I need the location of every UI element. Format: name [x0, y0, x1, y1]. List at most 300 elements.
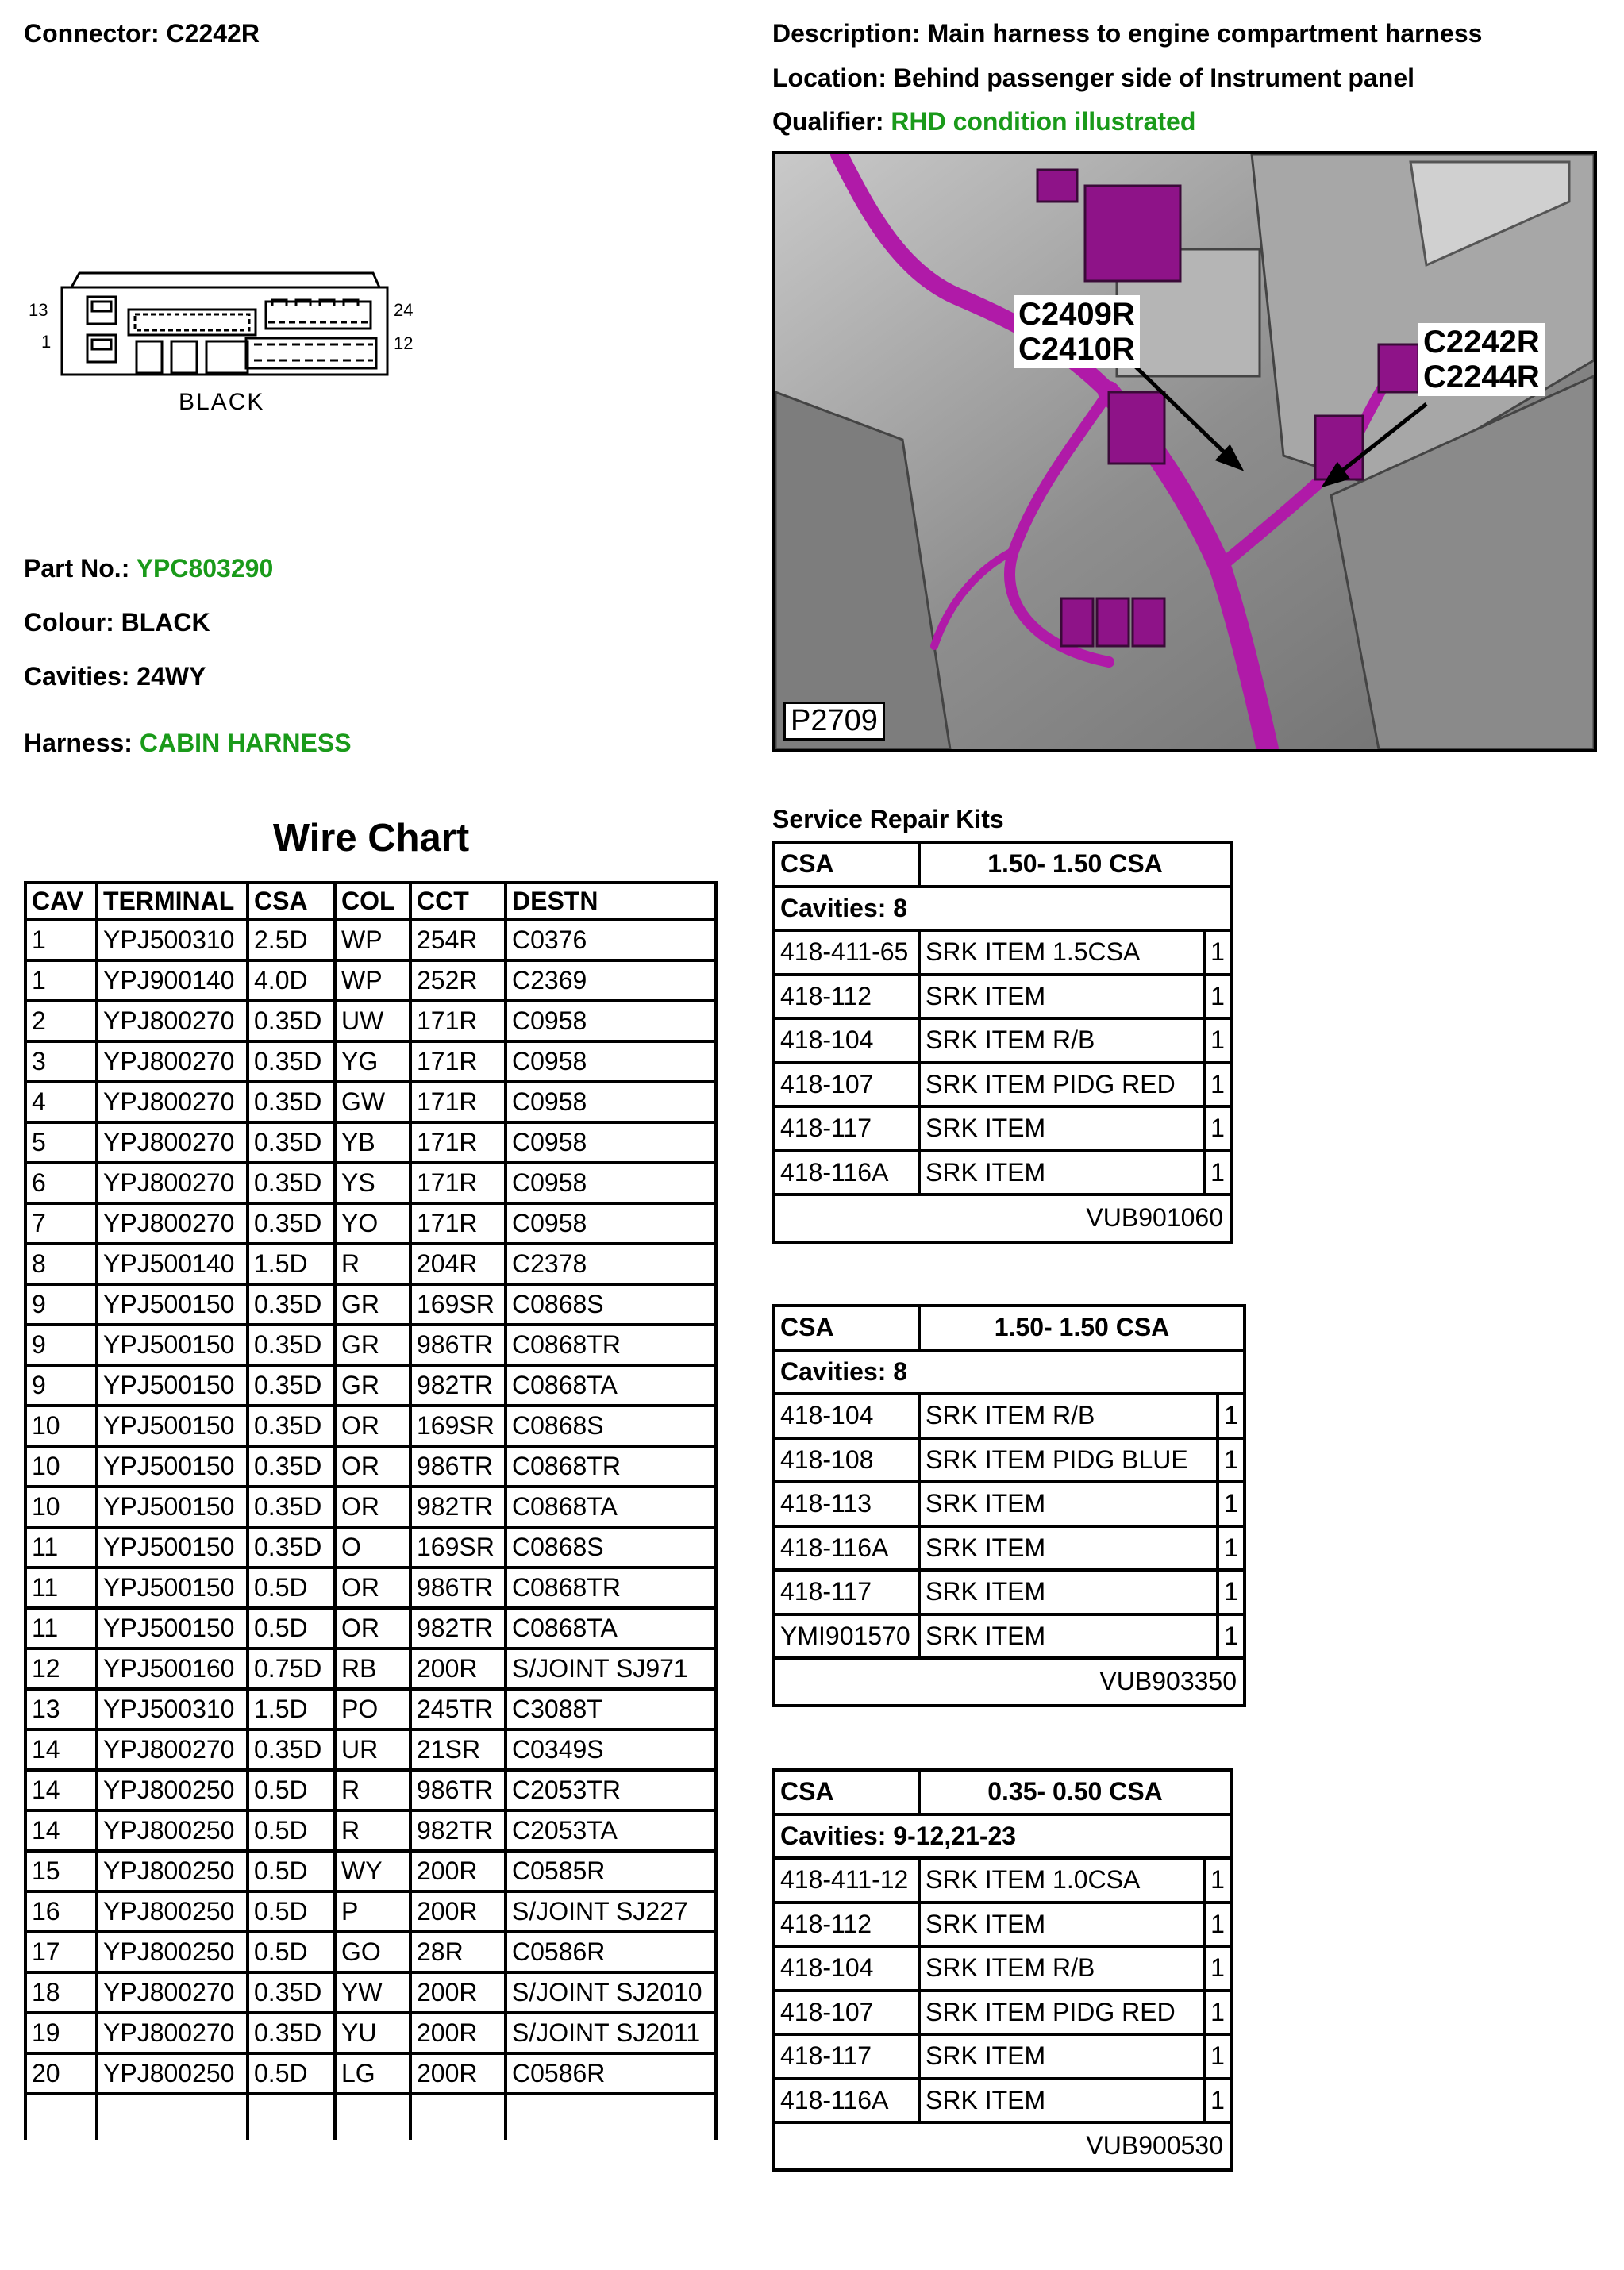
callout-c2410r: C2410R — [1018, 332, 1135, 367]
cell-cav: 7 — [24, 1205, 95, 1245]
cell-destn: C0586R — [504, 2055, 718, 2095]
colour-line — [24, 608, 210, 637]
kit-item-part: 418-104 — [775, 1948, 921, 1989]
pin-12-label: 12 — [394, 333, 414, 353]
cell-csa: 0.5D — [246, 1812, 333, 1853]
kit-item-qty: 1 — [1210, 1157, 1225, 1187]
kit-item-part: 418-112 — [775, 976, 921, 1018]
cell-cct: 200R — [409, 2055, 504, 2095]
kit-item-qty: 1 — [1224, 1489, 1238, 1518]
col-header-destn: DESTN — [504, 881, 718, 921]
cell-col: WY — [333, 1853, 409, 1893]
cell-csa: 0.35D — [246, 1367, 333, 1407]
connector-label: Connector: — [24, 19, 160, 48]
cell-csa: 0.75D — [246, 1650, 333, 1691]
cell-destn: C0586R — [504, 1933, 718, 1974]
cell-cav: 18 — [24, 1974, 95, 2014]
table-row — [24, 1893, 718, 1933]
cell-col: WP — [333, 962, 409, 1002]
kit-csa-row — [775, 1307, 1243, 1352]
kit-item-qty: 1 — [1224, 1577, 1238, 1606]
cell-destn: C0958 — [504, 1164, 718, 1205]
kit-item-qty: 1 — [1210, 937, 1225, 967]
table-row — [24, 2055, 718, 2095]
kit-item-desc: SRK ITEM PIDG BLUE — [921, 1440, 1219, 1481]
cell-terminal: YPJ800250 — [95, 1812, 246, 1853]
cell-col: O — [333, 1529, 409, 1569]
cell-col: GR — [333, 1286, 409, 1326]
service-repair-kits-title: Service Repair Kits — [772, 805, 1004, 833]
connector-line — [24, 19, 260, 48]
cell-csa: 0.35D — [246, 1286, 333, 1326]
cell-csa: 0.35D — [246, 1083, 333, 1124]
table-row — [24, 1610, 718, 1650]
cell-col: GR — [333, 1326, 409, 1367]
cell-destn: C0585R — [504, 1853, 718, 1893]
cell-destn: C0958 — [504, 1002, 718, 1043]
cell-cct: 204R — [409, 1245, 504, 1286]
cell-cav: 9 — [24, 1367, 95, 1407]
cell-cav: 6 — [24, 1164, 95, 1205]
cell-col: YW — [333, 1974, 409, 2014]
table-row — [24, 1569, 718, 1610]
table-row — [24, 921, 718, 962]
table-row — [24, 1286, 718, 1326]
cell-destn: C3088T — [504, 1691, 718, 1731]
kit-item-part: 418-116A — [775, 1152, 921, 1194]
table-row — [24, 1812, 718, 1853]
kit-item-part: 418-104 — [775, 1020, 921, 1061]
cell-col: OR — [333, 1407, 409, 1448]
cell-destn: C0958 — [504, 1043, 718, 1083]
kit-item-part: 418-104 — [775, 1395, 921, 1437]
kit-item-row — [775, 1992, 1230, 2037]
cell-csa: 0.35D — [246, 1164, 333, 1205]
cell-cav: 11 — [24, 1569, 95, 1610]
cell-destn: S/JOINT SJ971 — [504, 1650, 718, 1691]
cell-csa: 0.5D — [246, 1772, 333, 1812]
cell-cav: 13 — [24, 1691, 95, 1731]
cell-csa: 1.5D — [246, 1245, 333, 1286]
cell-csa: 2.5D — [246, 921, 333, 962]
cell-cav: 8 — [24, 1245, 95, 1286]
qualifier-line — [772, 107, 1195, 137]
cell-terminal: YPJ500150 — [95, 1448, 246, 1488]
part-no-line — [24, 554, 273, 583]
col-header-csa: CSA — [246, 881, 333, 921]
qualifier-label: Qualifier: — [772, 107, 884, 136]
kit-item-qty: 1 — [1210, 2041, 1225, 2071]
kit-item-part: 418-116A — [775, 1528, 921, 1569]
cell-csa: 0.35D — [246, 1002, 333, 1043]
cell-terminal: YPJ500160 — [95, 1650, 246, 1691]
cell-cav: 1 — [24, 962, 95, 1002]
cell-destn: C0868TA — [504, 1610, 718, 1650]
kit-csa-range: 1.50- 1.50 CSA — [994, 1313, 1170, 1342]
cell-csa: 0.35D — [246, 2014, 333, 2055]
cell-cct: 171R — [409, 1083, 504, 1124]
kit-csa-range: 1.50- 1.50 CSA — [987, 849, 1163, 879]
cell-csa: 1.5D — [246, 1691, 333, 1731]
cell-cct: 169SR — [409, 1407, 504, 1448]
cell-destn: C0349S — [504, 1731, 718, 1772]
col-header-terminal: TERMINAL — [95, 881, 246, 921]
cell-cct: 200R — [409, 1650, 504, 1691]
kit-item-qty: 1 — [1224, 1621, 1238, 1650]
wire-chart-table — [24, 881, 718, 2140]
cell-csa: 0.35D — [246, 1529, 333, 1569]
repair-kit-table — [772, 1304, 1246, 1707]
kit-cavities: Cavities: 8 — [780, 893, 908, 922]
table-row — [24, 2014, 718, 2055]
cell-cct: 171R — [409, 1002, 504, 1043]
cell-empty — [504, 2095, 718, 2140]
cell-terminal: YPJ500150 — [95, 1488, 246, 1529]
cell-cct: 169SR — [409, 1286, 504, 1326]
cell-col: R — [333, 1772, 409, 1812]
table-row — [24, 1974, 718, 2014]
kit-item-desc: SRK ITEM — [921, 2036, 1206, 2077]
cell-col: R — [333, 1245, 409, 1286]
cell-terminal: YPJ800270 — [95, 1083, 246, 1124]
wire-chart-title: Wire Chart — [272, 817, 470, 860]
cell-csa: 0.35D — [246, 1488, 333, 1529]
cell-terminal: YPJ500150 — [95, 1569, 246, 1610]
kit-item-row — [775, 932, 1230, 976]
location-value: Behind passenger side of Instrument panel — [893, 63, 1414, 92]
cavities-value: 24WY — [137, 662, 206, 691]
cell-col: OR — [333, 1488, 409, 1529]
cell-cct: 982TR — [409, 1812, 504, 1853]
kit-csa-label: CSA — [775, 1772, 921, 1813]
kit-item-desc: SRK ITEM — [921, 1483, 1219, 1525]
cell-cct: 200R — [409, 1853, 504, 1893]
col-header-cct: CCT — [409, 881, 504, 921]
table-row — [24, 1407, 718, 1448]
cell-terminal: YPJ500310 — [95, 921, 246, 962]
kit-csa-label: CSA — [775, 844, 921, 885]
cell-terminal: YPJ800270 — [95, 2014, 246, 2055]
kit-item-desc: SRK ITEM R/B — [921, 1948, 1206, 1989]
cell-terminal: YPJ800250 — [95, 1853, 246, 1893]
callout-left — [1014, 295, 1140, 368]
cell-cct: 252R — [409, 962, 504, 1002]
kit-item-qty: 1 — [1224, 1445, 1238, 1474]
kit-item-part: 418-117 — [775, 1108, 921, 1149]
col-header-col: COL — [333, 881, 409, 921]
kit-item-desc: SRK ITEM — [921, 1528, 1219, 1569]
cell-csa: 0.5D — [246, 1933, 333, 1974]
location-photo-illustration — [775, 154, 1594, 749]
kit-cavities-row — [775, 888, 1230, 933]
table-row — [24, 1367, 718, 1407]
kit-item-desc: SRK ITEM PIDG RED — [921, 1992, 1206, 2033]
cell-cct: 28R — [409, 1933, 504, 1974]
table-row — [24, 1529, 718, 1569]
cell-col: WP — [333, 921, 409, 962]
cell-terminal: YPJ800250 — [95, 2055, 246, 2095]
location-line — [772, 63, 1414, 93]
cell-cct: 169SR — [409, 1529, 504, 1569]
cell-destn: S/JOINT SJ227 — [504, 1893, 718, 1933]
cell-destn: C2369 — [504, 962, 718, 1002]
cell-csa: 0.5D — [246, 1853, 333, 1893]
cell-cct: 200R — [409, 1974, 504, 2014]
cell-csa: 0.35D — [246, 1407, 333, 1448]
cell-terminal: YPJ800250 — [95, 1933, 246, 1974]
cell-cct: 171R — [409, 1043, 504, 1083]
kit-item-row — [775, 1616, 1243, 1660]
cell-destn: C0376 — [504, 921, 718, 962]
kit-item-part: 418-411-12 — [775, 1860, 921, 1901]
cell-csa: 0.35D — [246, 1974, 333, 2014]
cell-cav: 16 — [24, 1893, 95, 1933]
kit-cavities: Cavities: 9-12,21-23 — [780, 1821, 1017, 1850]
kit-ref: VUB900530 — [1086, 2131, 1223, 2160]
kit-cavities-row — [775, 1816, 1230, 1860]
cell-empty — [24, 2095, 95, 2140]
kit-item-part: 418-116A — [775, 2080, 921, 2122]
cell-cav: 10 — [24, 1407, 95, 1448]
kit-ref-row — [775, 2124, 1230, 2168]
kit-item-desc: SRK ITEM R/B — [921, 1395, 1219, 1437]
table-row — [24, 1772, 718, 1812]
kit-item-row — [775, 976, 1230, 1021]
cell-terminal: YPJ500150 — [95, 1610, 246, 1650]
cell-csa: 0.5D — [246, 1893, 333, 1933]
cell-destn: C0868S — [504, 1286, 718, 1326]
table-row-empty — [24, 2095, 718, 2140]
description-value: Main harness to engine compartment harness — [927, 19, 1483, 48]
cell-col: YU — [333, 2014, 409, 2055]
harness-label: Harness: — [24, 729, 133, 757]
cell-cav: 19 — [24, 2014, 95, 2055]
cell-terminal: YPJ800250 — [95, 1893, 246, 1933]
cell-csa: 0.35D — [246, 1448, 333, 1488]
kit-item-qty: 1 — [1210, 1865, 1225, 1895]
cell-col: YO — [333, 1205, 409, 1245]
kit-ref-row — [775, 1196, 1230, 1241]
table-row — [24, 1488, 718, 1529]
kit-csa-row — [775, 1772, 1230, 1816]
location-label: Location: — [772, 63, 887, 92]
kit-item-row — [775, 1572, 1243, 1616]
cell-cav: 14 — [24, 1731, 95, 1772]
kit-item-qty: 1 — [1210, 1114, 1225, 1143]
cell-col: OR — [333, 1569, 409, 1610]
cell-cav: 14 — [24, 1812, 95, 1853]
cell-cct: 200R — [409, 2014, 504, 2055]
cell-terminal: YPJ500150 — [95, 1326, 246, 1367]
cell-cav: 14 — [24, 1772, 95, 1812]
cell-cct: 254R — [409, 921, 504, 962]
kit-item-desc: SRK ITEM — [921, 2080, 1206, 2122]
cell-terminal: YPJ500150 — [95, 1529, 246, 1569]
kit-item-desc: SRK ITEM — [921, 1616, 1219, 1657]
harness-value: CABIN HARNESS — [139, 729, 352, 757]
kit-item-row — [775, 1904, 1230, 1949]
cell-terminal: YPJ800270 — [95, 1974, 246, 2014]
cell-col: OR — [333, 1610, 409, 1650]
kit-ref-row — [775, 1660, 1243, 1704]
cell-terminal: YPJ500140 — [95, 1245, 246, 1286]
kit-item-desc: SRK ITEM — [921, 976, 1206, 1018]
cell-destn: C2053TA — [504, 1812, 718, 1853]
kit-item-qty: 1 — [1210, 1025, 1225, 1055]
kit-item-desc: SRK ITEM R/B — [921, 1020, 1206, 1061]
cell-destn: C0868TR — [504, 1448, 718, 1488]
kit-item-qty: 1 — [1224, 1401, 1238, 1430]
cell-terminal: YPJ800270 — [95, 1124, 246, 1164]
cavities-line — [24, 662, 206, 691]
cell-empty — [409, 2095, 504, 2140]
cell-cct: 171R — [409, 1124, 504, 1164]
kit-item-desc: SRK ITEM PIDG RED — [921, 1064, 1206, 1106]
cell-col: GO — [333, 1933, 409, 1974]
cell-cct: 982TR — [409, 1610, 504, 1650]
cell-col: YG — [333, 1043, 409, 1083]
cell-col: LG — [333, 2055, 409, 2095]
cell-col: UW — [333, 1002, 409, 1043]
cell-csa: 0.35D — [246, 1124, 333, 1164]
kit-item-row — [775, 1860, 1230, 1904]
photo-connector-c2244r — [1379, 344, 1418, 392]
connector-id: C2242R — [166, 19, 260, 48]
cell-destn: C0958 — [504, 1205, 718, 1245]
cell-csa: 4.0D — [246, 962, 333, 1002]
cell-cav: 11 — [24, 1610, 95, 1650]
connector-face-diagram — [24, 262, 437, 429]
description-line — [772, 19, 1482, 48]
table-row — [24, 1933, 718, 1974]
cell-cav: 15 — [24, 1853, 95, 1893]
cell-csa: 0.35D — [246, 1731, 333, 1772]
kit-item-part: 418-117 — [775, 2036, 921, 2077]
cell-cav: 9 — [24, 1286, 95, 1326]
cell-cav: 10 — [24, 1488, 95, 1529]
colour-value: BLACK — [121, 608, 210, 637]
table-row — [24, 962, 718, 1002]
cell-destn: C0868TR — [504, 1326, 718, 1367]
kit-item-desc: SRK ITEM — [921, 1152, 1206, 1194]
cell-cav: 10 — [24, 1448, 95, 1488]
kit-item-part: 418-411-65 — [775, 932, 921, 973]
cell-col: PO — [333, 1691, 409, 1731]
table-row — [24, 1853, 718, 1893]
photo-connector-block-2 — [1109, 392, 1164, 464]
cell-destn: C0868TA — [504, 1488, 718, 1529]
callout-c2409r: C2409R — [1018, 297, 1135, 332]
cell-cct: 171R — [409, 1164, 504, 1205]
cell-cav: 12 — [24, 1650, 95, 1691]
cell-destn: C0868TR — [504, 1569, 718, 1610]
kit-item-row — [775, 1108, 1230, 1152]
cell-col: R — [333, 1812, 409, 1853]
cell-col: P — [333, 1893, 409, 1933]
kit-item-row — [775, 2080, 1230, 2125]
cell-terminal: YPJ500310 — [95, 1691, 246, 1731]
cell-cav: 3 — [24, 1043, 95, 1083]
cell-cav: 1 — [24, 921, 95, 962]
cell-destn: C0868S — [504, 1407, 718, 1448]
table-row — [24, 1083, 718, 1124]
table-row — [24, 1691, 718, 1731]
kit-ref: VUB901060 — [1086, 1203, 1223, 1233]
cell-empty — [246, 2095, 333, 2140]
kit-item-desc: SRK ITEM 1.0CSA — [921, 1860, 1206, 1901]
cell-terminal: YPJ800270 — [95, 1205, 246, 1245]
cell-csa: 0.5D — [246, 1610, 333, 1650]
kit-item-qty: 1 — [1224, 1533, 1238, 1562]
cell-cav: 2 — [24, 1002, 95, 1043]
photo-connector-block-1 — [1085, 186, 1180, 281]
kit-item-part: 418-107 — [775, 1064, 921, 1106]
kit-item-part: 418-112 — [775, 1904, 921, 1945]
table-row — [24, 1002, 718, 1043]
cell-terminal: YPJ500150 — [95, 1367, 246, 1407]
cell-cav: 9 — [24, 1326, 95, 1367]
harness-line — [24, 729, 352, 758]
cell-csa: 0.5D — [246, 1569, 333, 1610]
kit-item-desc: SRK ITEM — [921, 1572, 1219, 1613]
table-row — [24, 1205, 718, 1245]
cell-cct: 171R — [409, 1205, 504, 1245]
cell-destn: C0868S — [504, 1529, 718, 1569]
kit-item-row — [775, 1020, 1230, 1064]
colour-label: Colour: — [24, 608, 114, 637]
cell-col: YB — [333, 1124, 409, 1164]
cell-empty — [333, 2095, 409, 2140]
cell-terminal: YPJ800270 — [95, 1164, 246, 1205]
kit-cavities: Cavities: 8 — [780, 1356, 908, 1386]
cell-terminal: YPJ900140 — [95, 962, 246, 1002]
callout-right — [1418, 323, 1545, 396]
cell-terminal: YPJ800270 — [95, 1043, 246, 1083]
pin-13-label: 13 — [29, 300, 48, 320]
kit-item-row — [775, 1483, 1243, 1528]
table-row — [24, 1326, 718, 1367]
part-no-value: YPC803290 — [136, 554, 274, 583]
callout-c2244r: C2244R — [1423, 360, 1540, 394]
kit-item-row — [775, 1528, 1243, 1572]
part-no-label: Part No.: — [24, 554, 130, 583]
cell-cct: 986TR — [409, 1326, 504, 1367]
kit-item-desc: SRK ITEM 1.5CSA — [921, 932, 1206, 973]
cell-col: UR — [333, 1731, 409, 1772]
cell-terminal: YPJ500150 — [95, 1286, 246, 1326]
kit-item-qty: 1 — [1210, 981, 1225, 1010]
wire-chart-header-row — [24, 881, 718, 921]
cell-terminal: YPJ800270 — [95, 1002, 246, 1043]
cell-destn: C0868TA — [504, 1367, 718, 1407]
repair-kit-table — [772, 1768, 1233, 2172]
col-header-cav: CAV — [24, 881, 95, 921]
wire-chart-body — [24, 921, 718, 2140]
kit-item-row — [775, 2036, 1230, 2080]
kit-item-row — [775, 1064, 1230, 1109]
kit-item-row — [775, 1440, 1243, 1484]
kit-item-part: YMI901570 — [775, 1616, 921, 1657]
cell-terminal: YPJ500150 — [95, 1407, 246, 1448]
pin-1-label: 1 — [41, 332, 52, 352]
cell-csa: 0.5D — [246, 2055, 333, 2095]
kit-item-qty: 1 — [1210, 1909, 1225, 1938]
kit-item-part: 418-113 — [775, 1483, 921, 1525]
kit-csa-range: 0.35- 0.50 CSA — [987, 1777, 1163, 1806]
connector-latch — [71, 273, 379, 287]
figure-id: P2709 — [783, 702, 885, 741]
cell-col: GR — [333, 1367, 409, 1407]
